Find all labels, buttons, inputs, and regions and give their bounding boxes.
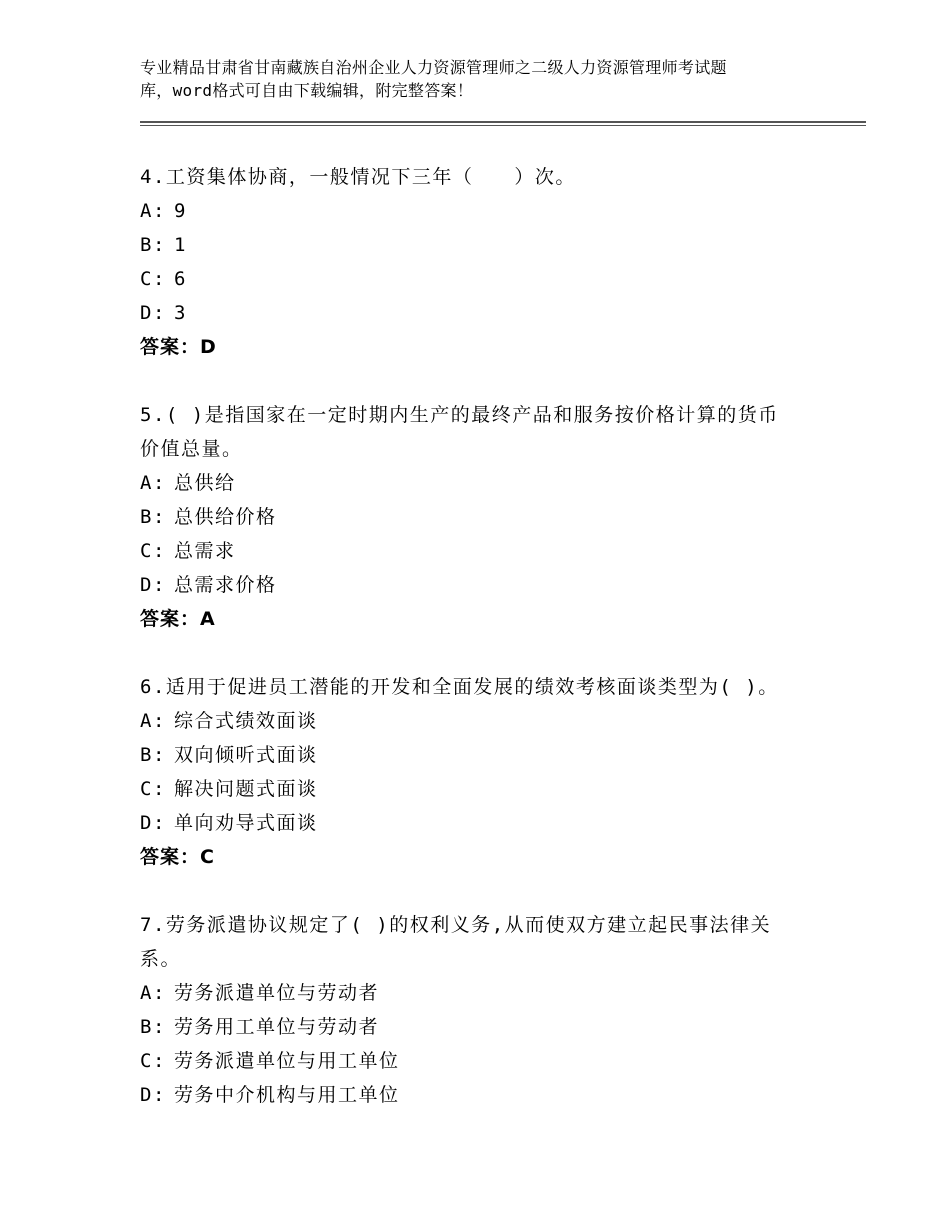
question-text: 4.工资集体协商，一般情况下三年（ ）次。 xyxy=(140,166,576,188)
answer-label: 答案： xyxy=(140,608,201,630)
header-rule-thin xyxy=(140,125,866,126)
question-6 xyxy=(140,670,840,874)
option-text: 劳务派遣单位与劳动者 xyxy=(174,982,380,1004)
option-d xyxy=(140,1078,840,1112)
option-text: 劳务用工单位与劳动者 xyxy=(174,1016,380,1038)
option-c xyxy=(140,772,840,806)
option-text: 双向倾听式面谈 xyxy=(174,744,318,766)
option-text: 综合式绩效面谈 xyxy=(174,710,318,732)
option-d xyxy=(140,296,840,330)
option-c xyxy=(140,534,840,568)
option-text: 总供给 xyxy=(174,472,236,494)
option-letter: A: xyxy=(140,472,166,494)
option-d xyxy=(140,568,840,602)
header-line-1: 专业精品甘肃省甘南藏族自治州企业人力资源管理师之二级人力资源管理师考试题 xyxy=(140,58,727,77)
option-letter: D: xyxy=(140,1084,166,1106)
option-a xyxy=(140,976,840,1010)
option-letter: A: xyxy=(140,982,166,1004)
document-header xyxy=(140,56,840,102)
option-letter: A: xyxy=(140,710,166,732)
option-text: 总供给价格 xyxy=(174,506,277,528)
option-b xyxy=(140,500,840,534)
option-d xyxy=(140,806,840,840)
option-text: 6 xyxy=(174,268,187,290)
option-letter: C: xyxy=(140,540,166,562)
header-rule-thick xyxy=(140,121,866,123)
answer-line xyxy=(140,840,840,874)
option-a xyxy=(140,704,840,738)
answer-value: A xyxy=(200,608,216,630)
answer-line xyxy=(140,602,840,636)
option-b xyxy=(140,1010,840,1044)
answer-label: 答案： xyxy=(140,846,201,868)
option-text: 劳务中介机构与用工单位 xyxy=(174,1084,400,1106)
option-text: 9 xyxy=(174,200,187,222)
option-text: 解决问题式面谈 xyxy=(174,778,318,800)
option-letter: C: xyxy=(140,1050,166,1072)
option-letter: D: xyxy=(140,574,166,596)
question-text-continued: 系。 xyxy=(140,948,182,970)
option-text: 劳务派遣单位与用工单位 xyxy=(174,1050,400,1072)
option-letter: B: xyxy=(140,506,166,528)
option-c xyxy=(140,1044,840,1078)
option-a xyxy=(140,194,840,228)
question-text: 5.( )是指国家在一定时期内生产的最终产品和服务按价格计算的货币 xyxy=(140,404,779,426)
question-text: 7.劳务派遣协议规定了( )的权利义务,从而使双方建立起民事法律关 xyxy=(140,914,772,936)
option-text: 总需求价格 xyxy=(174,574,277,596)
option-text: 1 xyxy=(174,234,187,256)
option-a xyxy=(140,466,840,500)
option-c xyxy=(140,262,840,296)
option-letter: B: xyxy=(140,1016,166,1038)
header-line-2: 库，word格式可自由下载编辑，附完整答案！ xyxy=(140,81,474,100)
option-b xyxy=(140,228,840,262)
question-text: 6.适用于促进员工潜能的开发和全面发展的绩效考核面谈类型为( )。 xyxy=(140,676,779,698)
option-text: 单向劝导式面谈 xyxy=(174,812,318,834)
option-text: 3 xyxy=(174,302,187,324)
option-letter: B: xyxy=(140,744,166,766)
option-letter: D: xyxy=(140,812,166,834)
option-letter: D: xyxy=(140,302,166,324)
option-text: 总需求 xyxy=(174,540,236,562)
option-b xyxy=(140,738,840,772)
question-text-continued: 价值总量。 xyxy=(140,438,243,460)
option-letter: B: xyxy=(140,234,166,256)
answer-line xyxy=(140,330,840,364)
question-7 xyxy=(140,908,840,1112)
option-letter: C: xyxy=(140,778,166,800)
option-letter: C: xyxy=(140,268,166,290)
question-4 xyxy=(140,160,840,364)
answer-value: C xyxy=(200,846,215,868)
question-5 xyxy=(140,398,840,636)
answer-value: D xyxy=(200,336,217,358)
answer-label: 答案： xyxy=(140,336,201,358)
option-letter: A: xyxy=(140,200,166,222)
question-list xyxy=(140,160,840,1146)
